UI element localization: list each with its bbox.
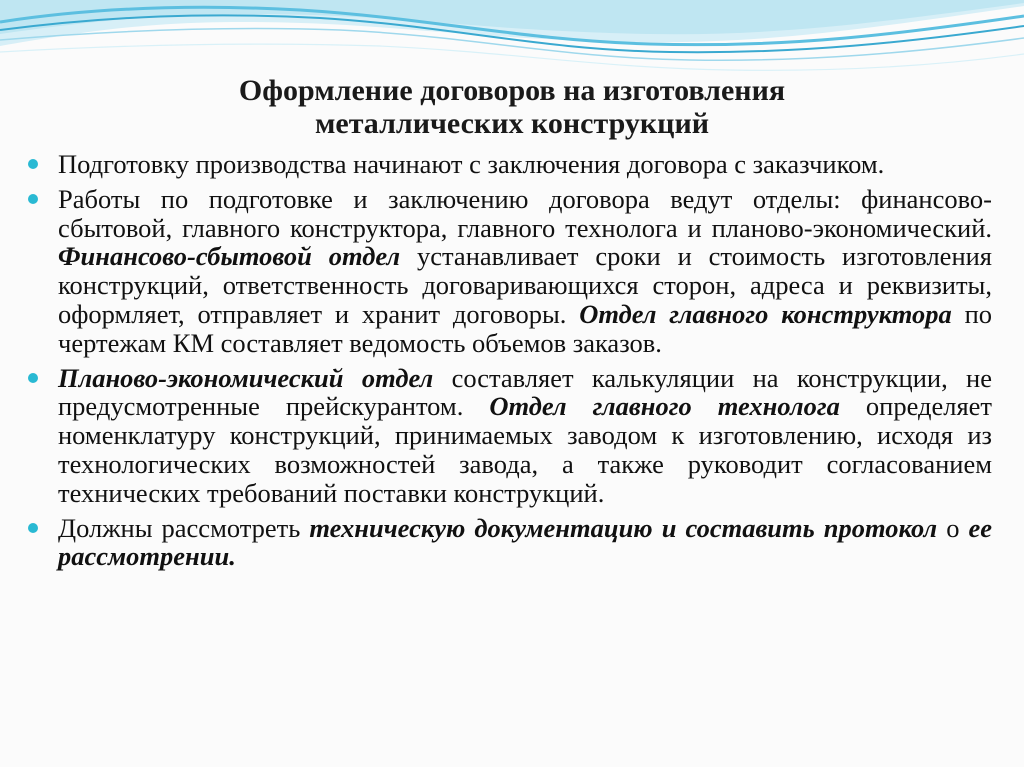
bullet-dot-icon bbox=[28, 373, 38, 383]
text-run: по чертежам КМ составляет ведомость объемов заказов. bbox=[58, 298, 992, 358]
bullet-dot-icon bbox=[28, 194, 38, 204]
bullet-dot-icon bbox=[28, 159, 38, 169]
emphasized-text: Отдел главного технолога bbox=[489, 391, 840, 422]
slide-title-line-2: металлических конструкций bbox=[314, 107, 710, 140]
bullet-list bbox=[24, 150, 992, 577]
bullet-text bbox=[58, 514, 992, 572]
text-run: составляет калькуляции на конструкции, не предусмотренные прейскурантом. bbox=[58, 362, 993, 422]
emphasized-text: техническую документацию и составить протокол bbox=[309, 512, 938, 543]
emphasized-text: Отдел главного конструктора bbox=[579, 298, 952, 329]
text-run: Подготовку производства начинают с заключения договора с заказчиком. bbox=[58, 149, 885, 179]
bullet-text bbox=[58, 150, 992, 179]
emphasized-text: Финансово-сбытовой отдел bbox=[58, 241, 401, 272]
emphasized-text: Планово-экономический отдел bbox=[58, 362, 434, 393]
emphasized-text: ее рассмотрении. bbox=[58, 512, 993, 572]
text-run: определяет номенклатуру конструкций, принимаемых заводом к изготовлению, исходя из технологических возможностей завода, а также руководит согласованием технических требований поставки конструкций. bbox=[58, 391, 992, 508]
bullet-item bbox=[24, 364, 992, 508]
text-run: устанавливает сроки и стоимость изготовления конструкций, ответственность договаривающихся сторон, адреса и реквизиты, оформляет, отправляет и хранит договоры. bbox=[58, 241, 992, 329]
bullet-text bbox=[58, 185, 992, 358]
decorative-wave-header bbox=[0, 0, 1024, 80]
bullet-item bbox=[24, 514, 992, 572]
bullet-text bbox=[58, 364, 992, 508]
bullet-item bbox=[24, 150, 992, 179]
bullet-dot-icon bbox=[28, 523, 38, 533]
bullet-item bbox=[24, 185, 992, 358]
text-run: о bbox=[937, 512, 969, 543]
slide-title bbox=[70, 74, 954, 140]
slide-title-line-1: Оформление договоров на изготовления bbox=[238, 74, 786, 107]
text-run: Должны рассмотреть bbox=[58, 512, 310, 543]
text-run: Работы по подготовке и заключению договора ведут отделы: финансово-сбытовой, главного конструктора, главного технолога и планово-экономический. bbox=[58, 183, 992, 243]
